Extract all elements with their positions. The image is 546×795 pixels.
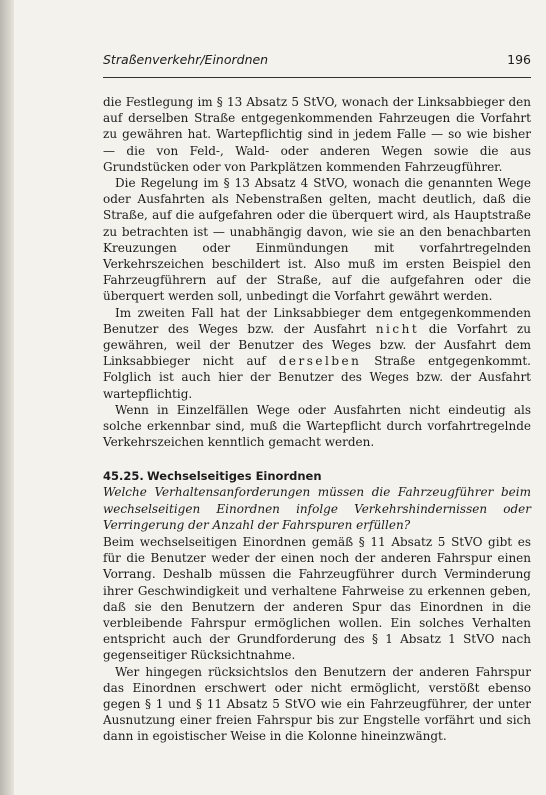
emphasis-nicht: nicht — [375, 321, 420, 336]
running-header-title: Straßenverkehr/Einordnen — [103, 52, 269, 67]
page-number: 196 — [507, 52, 531, 67]
section-heading — [103, 468, 531, 484]
page-binding-edge — [0, 0, 14, 795]
paragraph-5: Beim wechselseitigen Einordnen gemäß § 11 Absatz 5 StVO gibt es für die Benutzer weder der einen noch der anderen Fahrspur einen Vorrang. Deshalb müssen die Fahrzeugführer durch Verminderung ihrer Geschwindigkeit und verhaltene Fahrweise zu erkennen geben, daß sie den Benutzern der anderen Spur das Einordnen in die verbleibende Fahrspur ermöglichen wollen. Ein solches Verhalten entspricht auch der Grundforderung des § 1 Absatz 1 StVO nach gegenseitiger Rücksichtnahme. — [103, 534, 531, 663]
running-header — [103, 52, 531, 72]
paragraph-3-part-b: die Vorfahrt zu gewähren, weil der Benutzer des Weges bzw. der Ausfahrt dem Linksabbieger nicht auf — [103, 321, 531, 369]
paragraph-3-part-a: Im zweiten Fall hat der Linksabbieger dem entgegenkommenden Benutzer des Weges bzw. der Ausfahrt — [103, 305, 531, 336]
section-number: 45.25. — [103, 469, 144, 484]
paragraph-3-part-c: Straße entgegenkommt. Folglich ist auch hier der Benutzer des Weges bzw. der Ausfahrt wartepflichtig. — [103, 354, 531, 401]
section-question: Welche Verhaltensanforderungen müssen die Fahrzeugführer beim wechselseitigen Einordnen infolge Verkehrshindernissen oder Verringerung der Anzahl der Fahrspuren erfüllen? — [103, 485, 531, 533]
paragraph-6: Wer hingegen rücksichtslos den Benutzern der anderen Fahrspur das Einordnen erschwert oder nicht ermöglicht, verstößt ebenso gegen § 1 und § 11 Absatz 5 StVO wie ein Fahrzeugführer, der unter Ausnutzung einer freien Fahrspur bis zur Engstelle vorfährt und sich dann in egoistischer Weise in die Kolonne hineinzwängt. — [103, 664, 531, 744]
paragraph-4: Wenn in Einzelfällen Wege oder Ausfahrten nicht eindeutig als solche erkennbar sind, muß die Wartepflicht durch vorfahrtregelnde Verkehrszeichen kenntlich gemacht werden. — [103, 402, 531, 450]
paragraph-2: Die Regelung im § 13 Absatz 4 StVO, wonach die genannten Wege oder Ausfahrten als Nebenstraßen gelten, macht deutlich, daß die Straße, auf die aufgefahren oder die überquert wird, als Hauptstraße zu betrachten ist — unabhängig davon, wie sie an den benachbarten Kreuzungen oder Einmündungen mit vorfahrtregelnden Verkehrszeichen beschildert ist. Also muß im ersten Beispiel den Fahrzeugführern auf der Straße, auf die aufgefahren oder die überquert werden soll, unbedingt die Vorfahrt gewährt werden. — [103, 176, 531, 304]
section-title: Wechselseitiges Einordnen — [147, 469, 322, 484]
paragraph-1: die Festlegung im § 13 Absatz 5 StVO, wonach der Linksabbieger den auf derselben Straße entgegenkommenden Fahrzeugen die Vorfahrt zu gewähren hat. Wartepflichtig sind in jedem Falle — so wie bisher — die von Feld-, Wald- oder anderen Wegen sowie die aus Grundstücken oder von Parkplätzen kommenden Fahrzeugführer. — [103, 95, 531, 174]
emphasis-derselben: derselben — [278, 354, 362, 369]
paragraph-3 — [103, 305, 531, 402]
header-rule — [103, 77, 531, 78]
body-text — [103, 94, 531, 745]
